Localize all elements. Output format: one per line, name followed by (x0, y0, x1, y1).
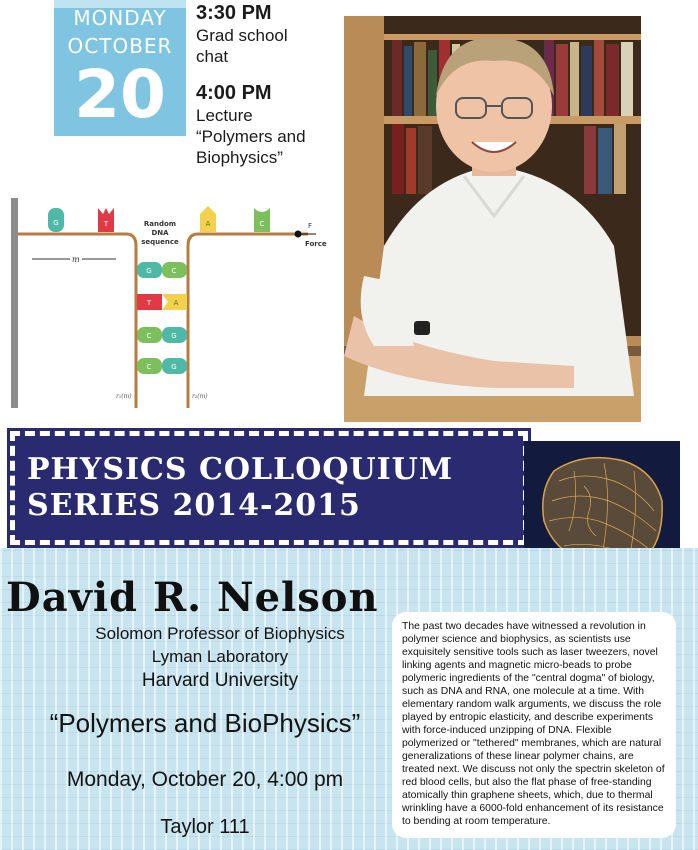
force-label: Force (305, 240, 327, 248)
schedule-time: 4:00 PM (196, 82, 272, 104)
speaker-title: Solomon Professor of Biophysics (95, 624, 345, 643)
r1-label: r₁(m) (116, 393, 132, 400)
date-day: 20 (74, 56, 166, 133)
schedule-time: 3:30 PM (196, 2, 272, 24)
svg-text:C: C (171, 267, 177, 275)
svg-text:T: T (103, 220, 109, 228)
schedule-item-grad-chat (196, 2, 288, 67)
svg-text:T: T (146, 299, 152, 307)
abstract-text: The past two decades have witnessed a revolution in polymer science and biophysics, as scientists use exquisitely sensitive tools such as laser tweezers, novel linking agents and magnetic micro-beads to probe polymeric ingredients of the "central dogma" of biology, such as DNA and RNA, one molecule at a time. With elementary random walk arguments, we discuss the role played by entropic elasticity, and describe experiments with force-induced unzipping of DNA. Flexible polymerized or "tethered" membranes, which are natural generalizations of these linear polymer chains, are treated next. We discuss not only the spectrin skeleton of red blood cells, but also the flat phase of free-standing atomically thin graphene sheets, which, due to thermal wrinkling have a 6000-fold enhancement of its resistance to bending at room temperature. (392, 612, 676, 838)
top-base-t (98, 208, 114, 232)
svg-text:A: A (173, 299, 179, 307)
wall (11, 198, 18, 408)
schedule-desc-line: Biophysics” (196, 148, 283, 167)
speaker-lab: Lyman Laboratory (151, 647, 289, 666)
schedule-item-lecture (196, 82, 306, 168)
speaker-university: Harvard University (141, 670, 299, 691)
schedule-desc-line: Grad school (196, 26, 288, 45)
svg-text:G: G (171, 332, 177, 340)
svg-text:A: A (205, 220, 211, 228)
diagram-label: Random (143, 220, 177, 228)
top-base-c (254, 208, 270, 232)
schedule-desc-line: chat (196, 47, 229, 66)
dna-strand-right (188, 234, 308, 408)
force-point (295, 231, 302, 238)
wristwatch (414, 321, 430, 335)
dna-unzipping-diagram (8, 196, 338, 411)
base-pair-gc (137, 262, 187, 278)
speaker-name: David R. Nelson (6, 574, 379, 621)
svg-text:G: G (171, 363, 177, 371)
force-vector-symbol: F (308, 222, 313, 230)
base-pair-ta (137, 294, 187, 310)
svg-text:G: G (146, 267, 152, 275)
date-month: OCTOBER (67, 34, 173, 58)
talk-location: Taylor 111 (160, 816, 250, 838)
m-label: m (72, 255, 80, 264)
banner-title: PHYSICS COLLOQUIUM (27, 452, 454, 487)
base-pair-cg (137, 358, 187, 374)
r2-label: r₂(m) (192, 393, 208, 400)
banner-subtitle: SERIES 2014-2015 (27, 488, 361, 523)
top-base-g (48, 208, 64, 232)
base-pair-cg (137, 327, 187, 343)
talk-datetime: Monday, October 20, 4:00 pm (66, 768, 344, 791)
svg-text:C: C (146, 332, 152, 340)
svg-text:C: C (146, 363, 152, 371)
schedule-desc-line: Lecture (196, 106, 253, 125)
talk-title: “Polymers and BioPhysics” (49, 708, 361, 738)
speaker-photo (344, 16, 641, 422)
date-block (54, 0, 186, 136)
date-weekday: MONDAY (73, 6, 167, 30)
schedule-desc-line: “Polymers and (196, 127, 306, 146)
svg-text:G: G (53, 219, 59, 227)
top-base-a (200, 206, 216, 232)
diagram-label: sequence (141, 238, 179, 246)
svg-text:C: C (259, 220, 265, 228)
diagram-label: DNA (151, 229, 169, 237)
colloquium-banner (10, 431, 528, 545)
